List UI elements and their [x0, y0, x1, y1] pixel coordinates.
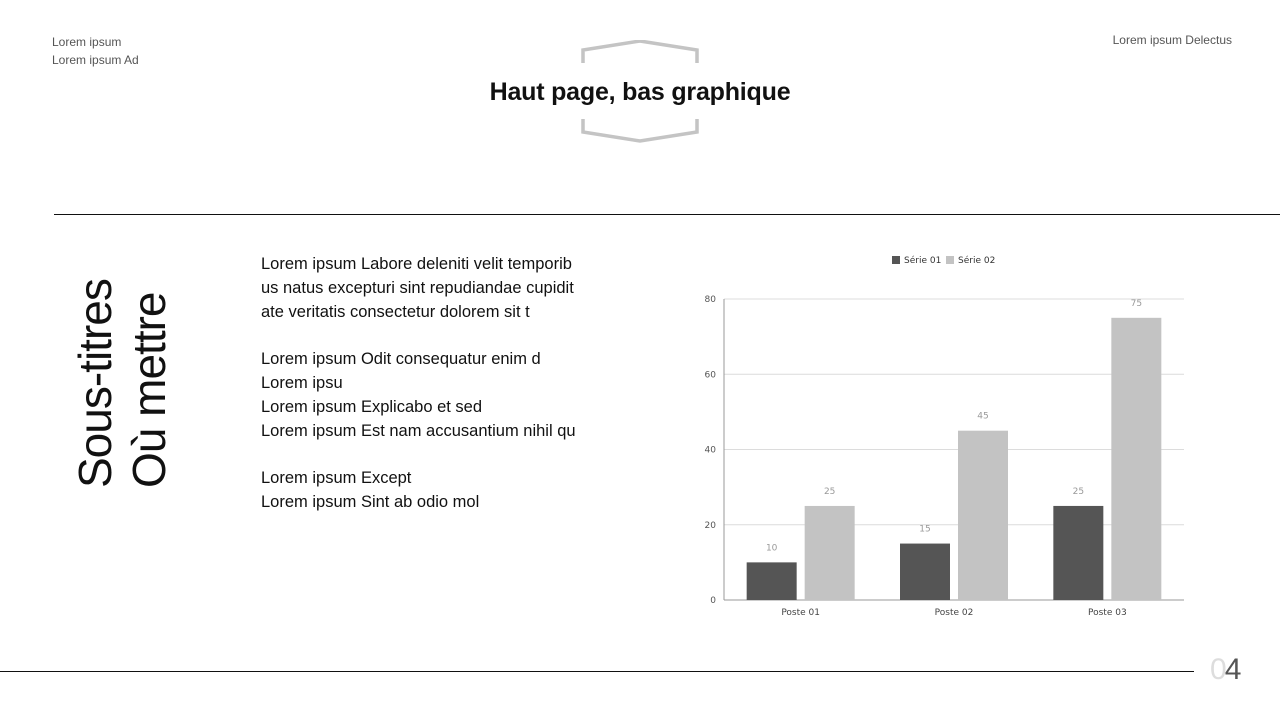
page-title: Haut page, bas graphique	[489, 78, 791, 106]
header-right-text: Lorem ipsum Delectus	[1112, 33, 1232, 47]
legend-label: Série 01	[904, 256, 942, 266]
y-tick-label: 60	[704, 370, 716, 381]
x-tick-label: Poste 03	[1087, 608, 1127, 618]
y-tick-label: 20	[704, 520, 716, 531]
legend-swatch	[892, 256, 900, 264]
data-label: 25	[823, 486, 836, 497]
y-tick-label: 40	[704, 445, 716, 456]
legend-label: Série 02	[958, 256, 996, 266]
text-line: us natus excepturi sint repudiandae cupidit	[261, 279, 574, 297]
bar	[958, 431, 1008, 600]
header-left-line-2: Lorem ipsum Ad	[52, 53, 139, 67]
data-label: 10	[765, 543, 778, 554]
header-left-line-1: Lorem ipsum	[52, 35, 122, 49]
x-tick-label: Poste 02	[934, 608, 974, 618]
text-line: Lorem ipsum Labore deleniti velit temporib	[261, 255, 572, 273]
bar	[805, 506, 855, 600]
side-heading-line-2: Où mettre	[123, 292, 175, 488]
paragraph-2	[261, 347, 621, 443]
bar	[900, 544, 950, 600]
bar-chart-svg	[690, 248, 1200, 628]
paragraph-3	[261, 466, 621, 514]
text-line: Lorem ipsum Except	[261, 469, 412, 487]
data-label: 25	[1072, 486, 1085, 497]
page-number-digit: 4	[1224, 653, 1240, 686]
data-label: 75	[1130, 298, 1143, 309]
title-block	[470, 40, 810, 144]
text-line: Lorem ipsu	[261, 374, 343, 392]
y-tick-label: 0	[710, 596, 716, 606]
data-label: 15	[919, 524, 931, 535]
body-text	[261, 252, 621, 537]
bar	[747, 562, 797, 600]
y-tick-label: 80	[704, 295, 716, 305]
text-line: ate veritatis consectetur dolorem sit t	[261, 303, 530, 321]
side-heading-line-1: Sous-titres	[69, 279, 121, 488]
bar	[1053, 506, 1103, 600]
paragraph-1	[261, 252, 621, 324]
legend-swatch	[946, 256, 954, 264]
text-line: Lorem ipsum Sint ab odio mol	[261, 493, 480, 511]
header-left-text	[52, 33, 139, 69]
text-line: Lorem ipsum Explicabo et sed	[261, 398, 483, 416]
x-tick-label: Poste 01	[781, 608, 821, 618]
bottom-divider	[0, 671, 1194, 672]
side-heading	[68, 279, 176, 488]
text-line: Lorem ipsum Est nam accusantium nihil qu	[261, 422, 576, 440]
page-number	[1210, 652, 1239, 688]
data-label: 45	[977, 411, 989, 422]
text-line: Lorem ipsum Odit consequatur enim d	[261, 350, 541, 368]
top-divider	[54, 214, 1280, 215]
bar-chart	[690, 248, 1200, 628]
page-number-faded-digit: 0	[1210, 653, 1225, 686]
bar	[1111, 318, 1161, 600]
